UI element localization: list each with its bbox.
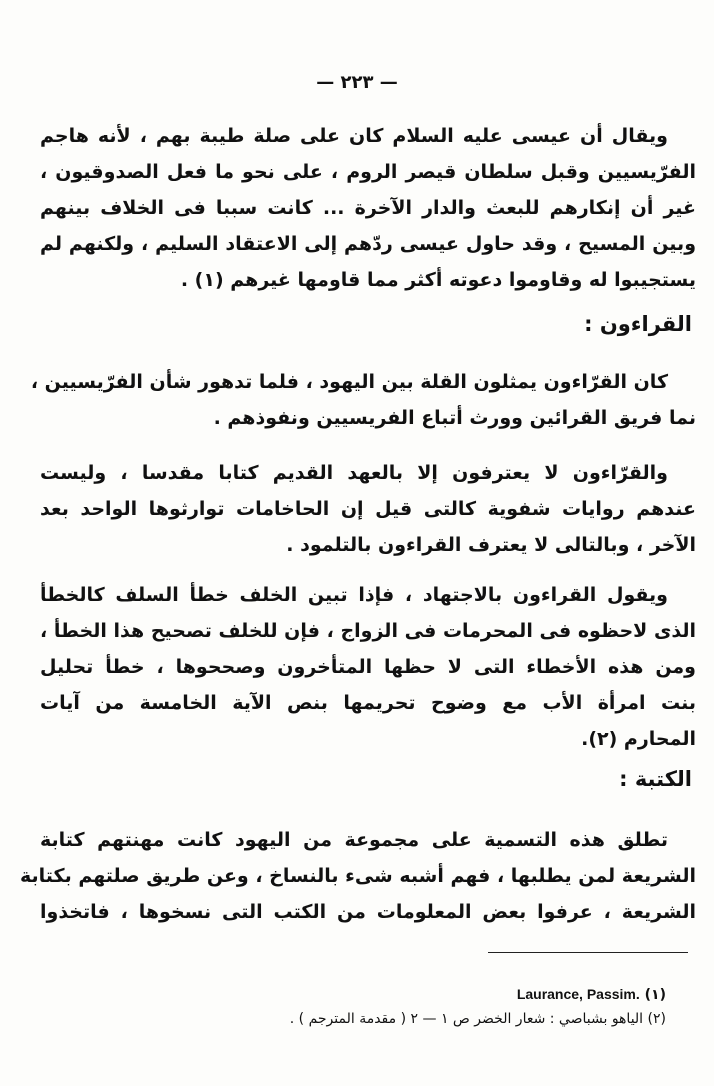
paragraph-line: الشريعة ، عرفوا بعض المعلومات من الكتب التى نسخوها ، فاتخذوا bbox=[40, 901, 696, 923]
paragraph-line: الفرّيسيين وقبل سلطان قيصر الروم ، على نحو ما فعل الصدوقيون ، bbox=[40, 161, 696, 183]
paragraph-line: ومن هذه الأخطاء التى لا حظها المتأخرون وصححوها ، خطأ تحليل bbox=[40, 656, 696, 678]
paragraph-line: والقرّاءون لا يعترفون إلا بالعهد القديم كتابا مقدسا ، وليست bbox=[40, 462, 668, 484]
paragraph-karaites-ijtihad bbox=[40, 577, 696, 757]
paragraph-jesus-and-pharisees bbox=[40, 118, 696, 298]
paragraph-line: نما فريق القرائين وورث أتباع الفريسيين ونفوذهم . bbox=[213, 407, 696, 429]
page-number: — ٢٢٣ — bbox=[316, 72, 398, 93]
paragraph-line: الشريعة لمن يطلبها ، فهم أشبه شىء بالنساخ ، وعن طريق صلتهم بكتابة bbox=[19, 865, 696, 887]
paragraph-line: بنت امرأة الأب مع وضوح تحريمها بنص الآية الخامسة من آيات bbox=[40, 692, 696, 714]
paragraph-karaites-old-testament bbox=[40, 455, 696, 563]
paragraph-line: غير أن إنكارهم للبعث والدار الآخرة ... كانت سببا فى الخلاف بينهم bbox=[40, 197, 696, 219]
section-heading-karaites: القراءون : bbox=[584, 312, 692, 336]
paragraph-line: عندهم روايات شفوية كالتى قيل إن الحاخامات توارثوها الواحد بعد bbox=[40, 498, 696, 520]
paragraph-line: المحارم (٢). bbox=[581, 728, 696, 750]
footnote-1-marker: (١) bbox=[644, 987, 666, 1003]
paragraph-line: يستجيبوا له وقاوموا دعوته أكثر مما قاومها غيرهم (١) . bbox=[180, 269, 696, 291]
footnotes bbox=[180, 982, 666, 1031]
paragraph-line: ويقول القراءون بالاجتهاد ، فإذا تبين الخلف خطأ السلف كالخطأ bbox=[40, 584, 668, 606]
paragraph-line: الآخر ، وبالتالى لا يعترف القراءون بالتلمود . bbox=[286, 534, 696, 556]
paragraph-karaites-minority bbox=[30, 364, 696, 436]
section-heading-scribes: الكتبة : bbox=[619, 767, 692, 791]
footnote-2: (٢) الياهو بشباصي : شعار الخضر ص ١ — ٢ ( مقدمة المترجم ) . bbox=[289, 1011, 666, 1027]
footnote-1 bbox=[180, 982, 666, 1007]
paragraph-scribes bbox=[19, 822, 696, 930]
paragraph-line: وبين المسيح ، وقد حاول عيسى ردّهم إلى الاعتقاد السليم ، ولكنهم لم bbox=[40, 233, 696, 255]
paragraph-line: تطلق هذه التسمية على مجموعة من اليهود كانت مهنتهم كتابة bbox=[40, 829, 668, 851]
paragraph-line: ويقال أن عيسى عليه السلام كان على صلة طيبة بهم ، لأنه هاجم bbox=[40, 125, 668, 147]
footnote-divider bbox=[488, 952, 688, 953]
footnote-1-text: Laurance, Passim. bbox=[516, 986, 640, 1002]
paragraph-line: الذى لاحظوه فى المحرمات فى الزواج ، فإن للخلف تصحيح هذا الخطأ ، bbox=[40, 620, 696, 642]
paragraph-line: كان القرّاءون يمثلون القلة بين اليهود ، فلما تدهور شأن الفرّيسيين ، bbox=[30, 371, 668, 393]
